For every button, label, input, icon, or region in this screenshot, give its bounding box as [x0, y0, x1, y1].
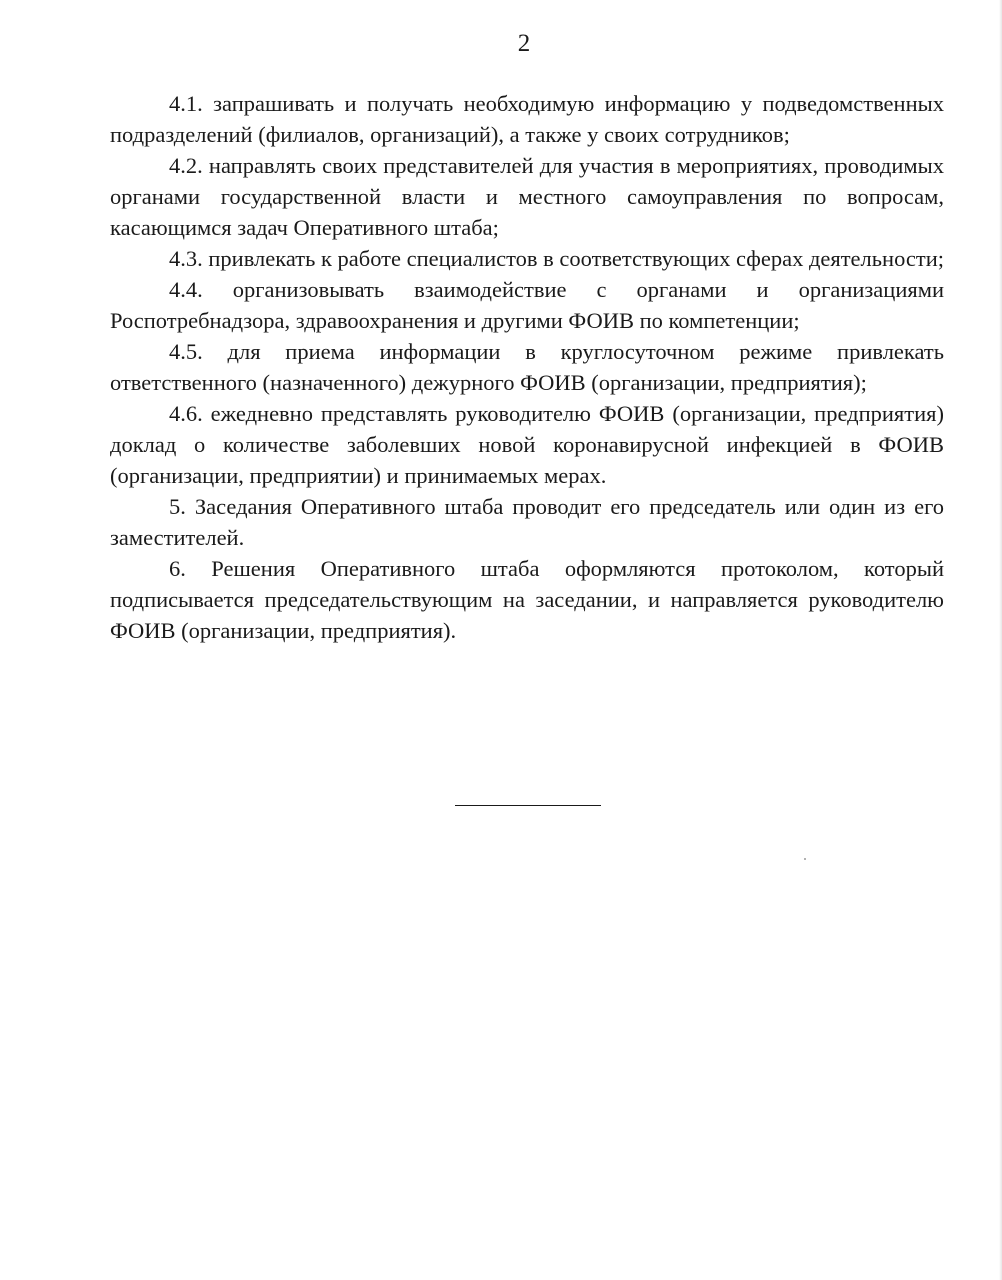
scan-speck	[804, 858, 806, 860]
paragraph-4-4: 4.4. организовывать взаимодействие с органами и организациями Роспотребнадзора, здравоохранения и другими ФОИВ по компетенции;	[110, 277, 944, 333]
document-body	[110, 88, 944, 646]
paragraph-4-2: 4.2. направлять своих представителей для участия в мероприятиях, проводимых органами государственной власти и местного самоуправления по вопросам, касающимся задач Оперативного штаба;	[110, 153, 944, 240]
page-number: 2	[517, 30, 531, 57]
paragraph-4-6: 4.6. ежедневно представлять руководителю ФОИВ (организации, предприятия) доклад о количестве заболевших новой коронавирусной инфекцией в ФОИВ (организации, предприятии) и принимаемых мерах.	[110, 401, 944, 488]
paragraph-4-5: 4.5. для приема информации в круглосуточном режиме привлекать ответственного (назначенного) дежурного ФОИВ (организации, предприятия);	[110, 339, 944, 395]
end-divider-line	[455, 805, 601, 806]
paragraph-6: 6. Решения Оперативного штаба оформляются протоколом, который подписывается председательствующим на заседании, и направляется руководителю ФОИВ (организации, предприятия).	[110, 556, 944, 643]
paragraph-4-1: 4.1. запрашивать и получать необходимую информацию у подведомственных подразделений (филиалов, организаций), а также у своих сотрудников;	[110, 91, 944, 147]
paragraph-4-3: 4.3. привлекать к работе специалистов в соответствующих сферах деятельности;	[169, 246, 944, 271]
paragraph-5: 5. Заседания Оперативного штаба проводит его председатель или один из его заместителей.	[110, 494, 944, 550]
